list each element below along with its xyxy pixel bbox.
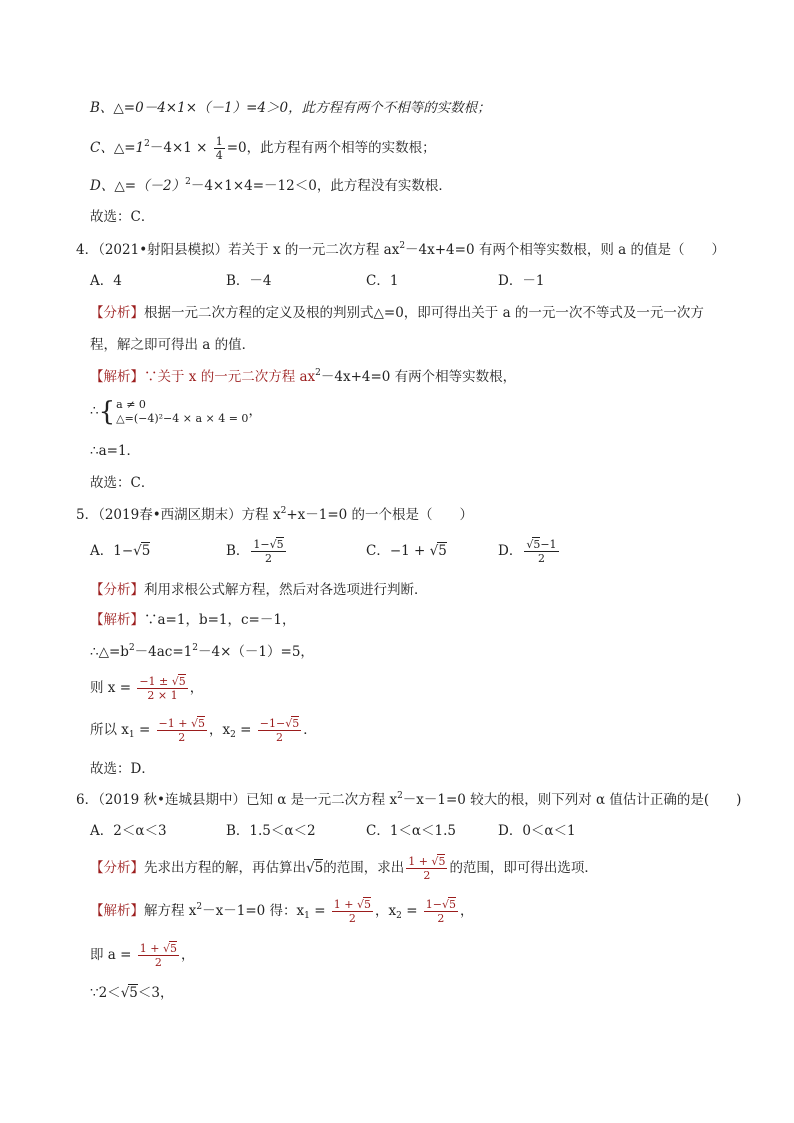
q6-option-c: C．1＜α＜1.5 xyxy=(366,823,457,839)
solution-tag: 【解析】 xyxy=(90,903,144,919)
q5-roots: 所以 $x_1$ = $\frac{-1 + √5}{2}$ ，$x_2$ = $\frac{-1-√5}{2}$ ． xyxy=(90,717,317,744)
q4-option-d: D．－1 xyxy=(498,273,545,289)
q4-analysis-cont: 程，解之即可得出 a 的值． xyxy=(90,337,256,353)
q5-stem: 5．（2019春•西湖区期末）方程 $x^2+x-1=0$ 的一个根是（ ） xyxy=(76,506,474,523)
q3-answer: 故选：C． xyxy=(90,209,155,225)
analysis-tag: 【分析】 xyxy=(90,305,144,321)
q4-result: ∴a=1． xyxy=(90,443,141,459)
q5-option-b: B． $\frac{1-√5}{2}$ xyxy=(226,538,284,565)
q5-option-a: A．1−√5 xyxy=(90,543,151,559)
solution-tag: 【解析】 xyxy=(90,369,144,385)
q4-option-b: B．－4 xyxy=(226,273,272,289)
analysis-tag: 【分析】 xyxy=(90,860,144,876)
q5-root-formula: 则 x = $\frac{-1 \pm √5}{2 \times 1}$ ， xyxy=(90,675,204,702)
q5-option-c: C．−1 + √5 xyxy=(366,543,447,559)
q4-analysis: 【分析】根据一元二次方程的定义及根的判别式△=0，即可得出关于 a 的一元一次不等式及一元一次方 xyxy=(90,305,704,321)
q6-analysis: 【分析】先求出方程的解，再估算出√5的范围，求出 $\frac{1 + √5}{2}$ 的范围，即可得出选项． xyxy=(90,855,598,882)
q3-option-b-analysis: B、△=0－4×1×（－1）=4＞0，此方程有两个不相等的实数根； xyxy=(90,100,491,116)
equation-system: { a ≠ 0 △=(−4)²−4 × a × 4 = 0 xyxy=(98,396,249,427)
q6-option-d: D．0＜α＜1 xyxy=(498,823,576,839)
q6-option-a: A．2＜α＜3 xyxy=(90,823,167,839)
q6-alpha-value: 即 a = $\frac{1 + √5}{2}$ ， xyxy=(90,942,195,969)
q4-solution: 【解析】∵关于 x 的一元二次方程 $ax^2-4x+4=0$ 有两个相等实数根， xyxy=(90,368,517,385)
q4-option-a: A．4 xyxy=(90,273,122,289)
left-brace-icon: { xyxy=(98,396,116,427)
analysis-tag: 【分析】 xyxy=(90,582,144,598)
q5-analysis: 【分析】利用求根公式解方程，然后对各选项进行判断． xyxy=(90,582,428,598)
q4-answer: 故选：C． xyxy=(90,475,155,491)
q6-solution: 【解析】解方程 $x^2-x-1=0$ 得：$x_1$ = $\frac{1 + √5}{2}$ ，$x_2$ = $\frac{1-√5}{2}$ ， xyxy=(90,898,474,925)
fraction: $\frac{1}{4}$ xyxy=(215,135,223,162)
solution-tag: 【解析】 xyxy=(90,612,144,628)
q4-stem: 4．（2021•射阳县模拟）若关于 x 的一元二次方程 $ax^2-4x+4=0$ 有两个相等实数根，则 a 的值是（ ） xyxy=(76,241,725,258)
q6-option-b: B．1.5＜α＜2 xyxy=(226,823,316,839)
q5-discriminant: $\therefore\triangle=b^2-4ac=1^2-4\times(-1)=5$， xyxy=(90,643,314,660)
q4-equation-system: ∴ { a ≠ 0 △=(−4)²−4 × a × 4 = 0 ， xyxy=(90,396,262,427)
q5-solution: 【解析】∵a=1，b=1，c=－1， xyxy=(90,612,296,628)
q6-because: ∵2＜√5＜3， xyxy=(90,985,174,1001)
q5-option-d: D． $\frac{√5-1}{2}$ xyxy=(498,538,557,565)
q5-answer: 故选：D． xyxy=(90,761,155,777)
q6-stem: 6．（2019 秋•连城县期中）已知 α 是一元二次方程 $x^2-x-1=0$ 较大的根，则下列对 α 值估计正确的是( ) xyxy=(76,791,742,808)
q4-option-c: C．1 xyxy=(366,273,399,289)
q3-option-c-analysis: C、$\triangle=1^2-4\times 1$ × $\frac{1}{4}$ =0，此方程有两个相等的实数根； xyxy=(90,135,436,162)
q3-option-d-analysis: D、$\triangle=(-2)^2-4\times 1\times 4=-12<0$，此方程没有实数根． xyxy=(90,177,452,194)
